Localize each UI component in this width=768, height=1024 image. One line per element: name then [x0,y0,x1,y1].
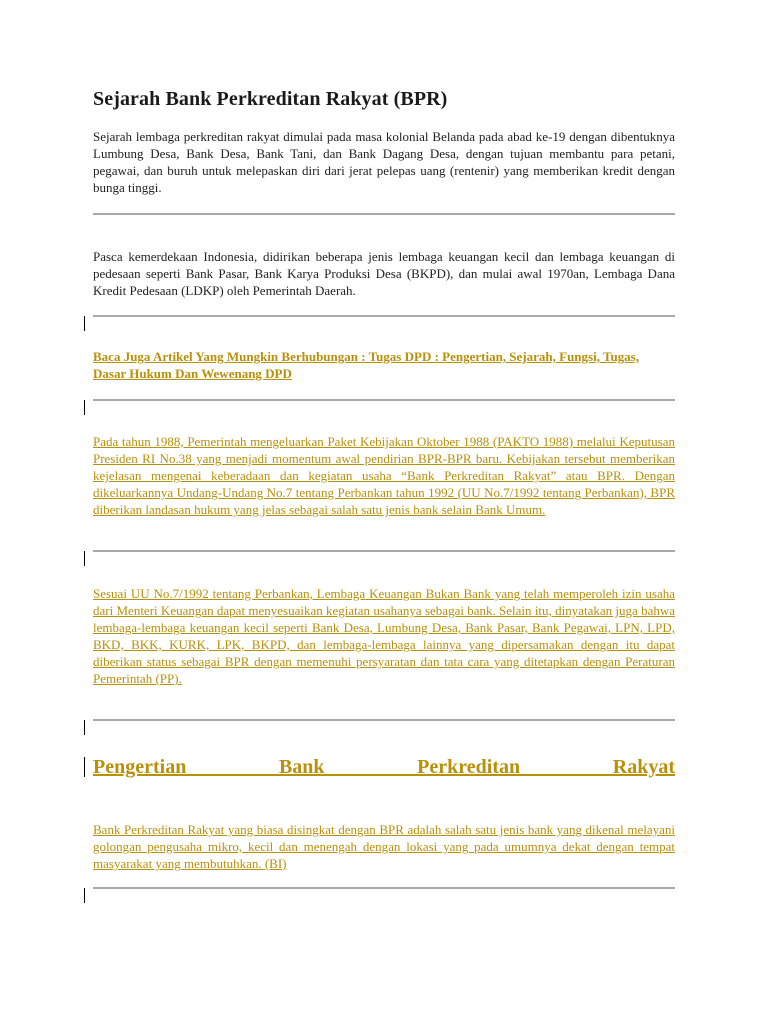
horizontal-rule [93,399,675,401]
text-cursor-marker [84,551,85,566]
section-heading-link[interactable]: Pengertian Bank Perkreditan Rakyat [93,756,675,778]
paragraph-definition-link[interactable]: Bank Perkreditan Rakyat yang biasa disingkat dengan BPR adalah salah satu jenis bank yang dikenal melayani golongan pengusaha mikro, kecil dan menengah dengan lokasi yang pada umumnya dekat dengan tempat masyarakat yang membutuhkan. (BI) [93,822,675,871]
horizontal-rule [93,719,675,721]
horizontal-rule [93,887,675,889]
paragraph-history-colonial: Sejarah lembaga perkreditan rakyat dimulai pada masa kolonial Belanda pada abad ke-19 dengan dibentuknya Lumbung Desa, Bank Desa, Bank Tani, dan Bank Dagang Desa, dengan tujuan membantu para petani, pegawai, dan buruh untuk melepaskan diri dari jerat pelepas uang (rentenir) yang memberikan kredit dengan bunga tinggi. [93,129,675,195]
horizontal-rule [93,213,675,215]
text-cursor-marker [84,888,85,903]
article-title: Sejarah Bank Perkreditan Rakyat (BPR) [93,88,448,110]
horizontal-rule [93,550,675,552]
paragraph-post-independence: Pasca kemerdekaan Indonesia, didirikan beberapa jenis lembaga keuangan kecil dan lembaga keuangan di pedesaan seperti Bank Pasar, Bank Karya Produksi Desa (BKPD), dan mulai awal 1970an, Lembaga Dana Kredit Pedesaan (LDKP) oleh Pemerintah Daerah. [93,249,675,298]
text-cursor-marker [84,400,85,415]
related-article-link[interactable]: Baca Juga Artikel Yang Mungkin Berhubungan : Tugas DPD : Pengertian, Sejarah, Fungsi, Tugas, Dasar Hukum Dan Wewenang DPD [93,349,639,381]
horizontal-rule [93,315,675,317]
paragraph-uu-1992-link[interactable]: Sesuai UU No.7/1992 tentang Perbankan, Lembaga Keuangan Bukan Bank yang telah memperoleh izin usaha dari Menteri Keuangan dapat menyesuaikan kegiatan usahanya sebagai bank. Selain itu, dinyatakan juga bahwa lembaga-lembaga keuangan kecil seperti Bank Desa, Lumbung Desa, Bank Pasar, Bank Pegawai, LPN, LPD, BKD, BKK, KURK, LPK, BKPD, dan lembaga-lembaga lainnya yang dipersamakan dengan itu dapat diberikan status sebagai BPR dengan memenuhi persyaratan dan tata cara yang ditetapkan dengan Peraturan Pemerintah (PP). [93,586,675,686]
text-cursor-marker [84,720,85,735]
paragraph-pakto-1988-link[interactable]: Pada tahun 1988, Pemerintah mengeluarkan Paket Kebijakan Oktober 1988 (PAKTO 1988) melalui Keputusan Presiden RI No.38 yang menjadi momentum awal pendirian BPR-BPR baru. Kebijakan tersebut memberikan kejelasan mengenai keberadaan dan kegiatan usaha “Bank Perkreditan Rakyat” atau BPR. Dengan dikeluarkannya Undang-Undang No.7 tentang Perbankan tahun 1992 (UU No.7/1992 tentang Perbankan), BPR diberikan landasan hukum yang jelas sebagai salah satu jenis bank selain Bank Umum. [93,434,675,517]
text-cursor-marker [84,757,85,777]
text-cursor-marker [84,316,85,331]
